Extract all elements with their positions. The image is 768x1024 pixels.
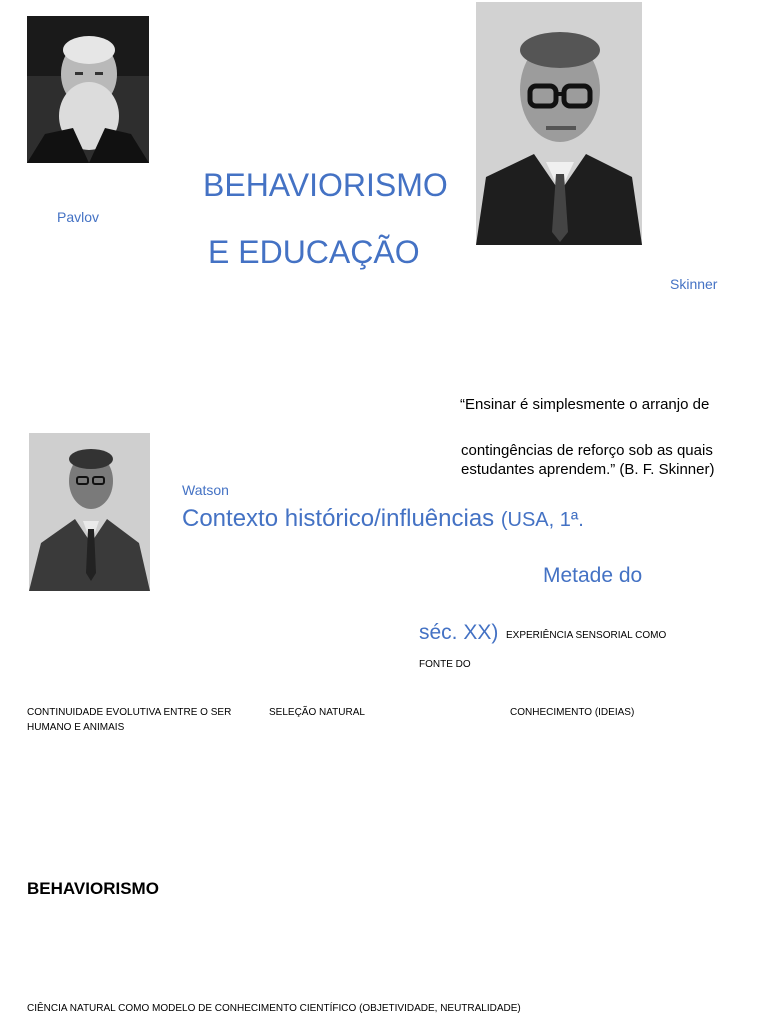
influence-continuidade-2: HUMANO E ANIMAIS bbox=[27, 722, 125, 733]
context-line-3: séc. XX) bbox=[419, 621, 499, 644]
context-heading bbox=[182, 503, 584, 536]
pavlov-photo bbox=[27, 16, 149, 163]
skinner-caption: Skinner bbox=[670, 276, 718, 292]
influence-selecao: SELEÇÃO NATURAL bbox=[269, 707, 365, 718]
quote-line-2: contingências de reforço sob as quais bbox=[461, 442, 713, 459]
section-heading: BEHAVIORISMO bbox=[27, 879, 159, 898]
influence-continuidade-1: CONTINUIDADE EVOLUTIVA ENTRE O SER bbox=[27, 707, 232, 718]
influence-sensorial-1: EXPERIÊNCIA SENSORIAL COMO bbox=[506, 630, 667, 641]
context-heading-main: Contexto histórico/influências bbox=[182, 505, 495, 532]
ciencia-natural-text: CIÊNCIA NATURAL COMO MODELO DE CONHECIMENTO CIENTÍFICO (OBJETIVIDADE, NEUTRALIDADE) bbox=[27, 1003, 521, 1014]
title-line-1: BEHAVIORISMO bbox=[203, 167, 448, 203]
quote-line-1: “Ensinar é simplesmente o arranjo de bbox=[460, 396, 710, 413]
influence-sensorial-2: FONTE DO bbox=[419, 659, 471, 670]
context-line-2: Metade do bbox=[543, 564, 643, 587]
watson-caption: Watson bbox=[182, 482, 229, 498]
watson-photo bbox=[29, 433, 150, 591]
influence-conhecimento: CONHECIMENTO (IDEIAS) bbox=[510, 707, 635, 718]
quote-line-3: estudantes aprendem.” (B. F. Skinner) bbox=[461, 461, 715, 478]
pavlov-caption: Pavlov bbox=[57, 209, 100, 225]
title-line-2: E EDUCAÇÃO bbox=[208, 234, 420, 270]
context-heading-paren: (USA, 1ª. bbox=[500, 509, 584, 531]
skinner-photo bbox=[476, 2, 642, 245]
